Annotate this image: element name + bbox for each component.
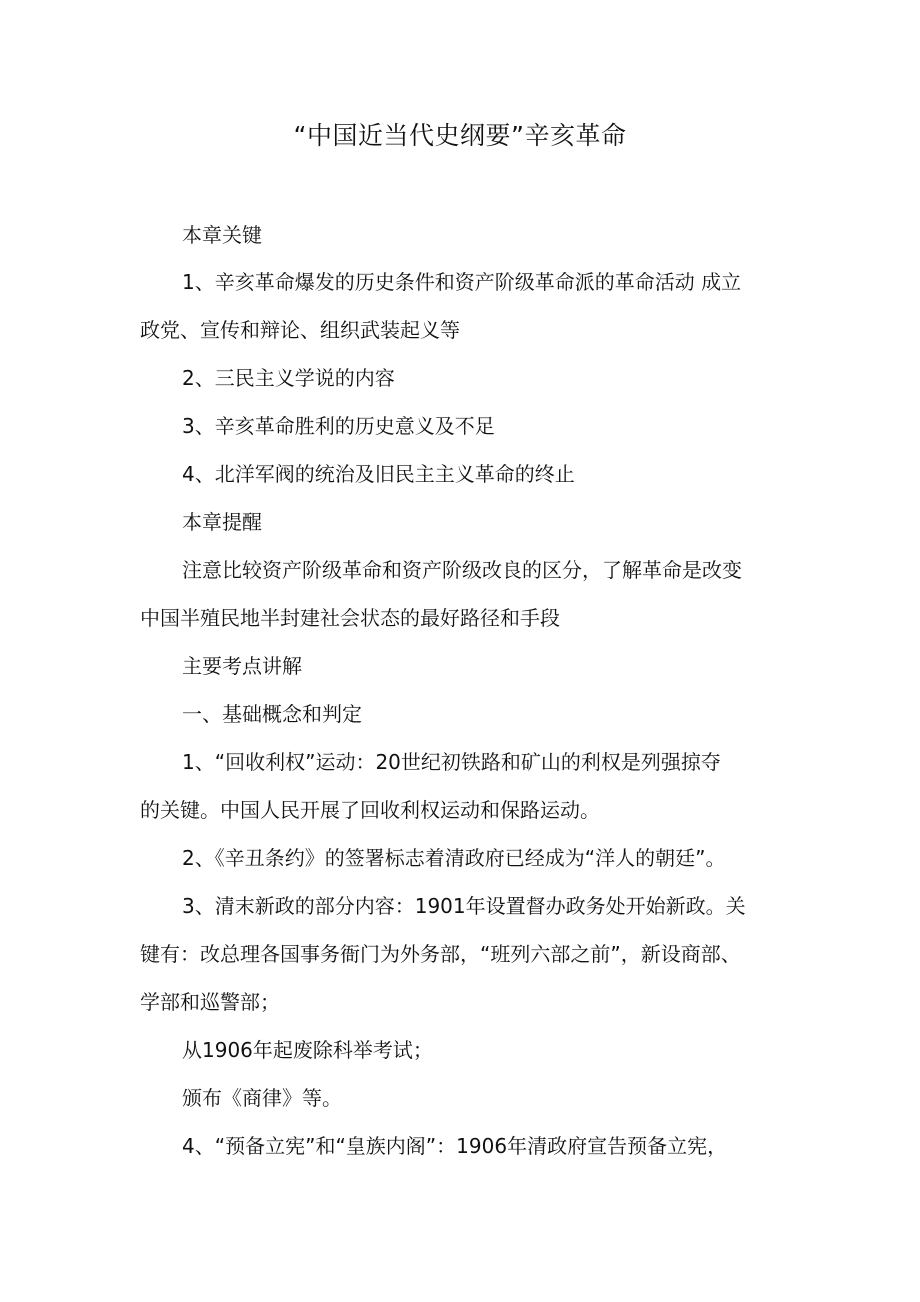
- paragraph-line: 3、辛亥革命胜利的历史意义及不足: [182, 414, 495, 438]
- subsection-heading: 一、基础概念和判定: [182, 702, 362, 726]
- section-heading-main-points: 主要考点讲解: [182, 654, 302, 678]
- paragraph-line: 4、北洋军阀的统治及旧民主主义革命的终止: [182, 462, 575, 486]
- paragraph-line: 键有：改总理各国事务衙门为外务部，“班列六部之前”，新设商部、: [140, 942, 741, 966]
- paragraph-line: 颁布《商律》等。: [182, 1086, 342, 1110]
- paragraph-line: 3、清末新政的部分内容：1901年设置督办政务处开始新政。关: [182, 894, 746, 918]
- paragraph-line: 从1906年起废除科举考试；: [182, 1038, 433, 1062]
- paragraph-line: 2、《辛丑条约》的签署标志着清政府已经成为“洋人的朝廷”。: [182, 846, 726, 870]
- paragraph-line: 的关键。中国人民开展了回收利权运动和保路运动。: [140, 798, 600, 822]
- section-heading-reminder: 本章提醒: [182, 510, 262, 534]
- paragraph-line: 中国半殖民地半封建社会状态的最好路径和手段: [140, 606, 560, 630]
- paragraph-line: 学部和巡警部；: [140, 990, 280, 1014]
- paragraph-line: 1、辛亥革命爆发的历史条件和资产阶级革命派的革命活动 成立: [182, 270, 742, 294]
- paragraph-line: 注意比较资产阶级革命和资产阶级改良的区分，了解革命是改变: [182, 558, 742, 582]
- paragraph-line: 政党、宣传和辩论、组织武装起义等: [140, 318, 460, 342]
- document-title: “中国近当代史纲要”辛亥革命: [293, 121, 627, 150]
- paragraph-line: 4、“预备立宪”和“皇族内阁”：1906年清政府宣告预备立宪，: [182, 1134, 728, 1158]
- section-heading-key-points: 本章关键: [182, 223, 262, 247]
- paragraph-line: 2、三民主义学说的内容: [182, 366, 395, 390]
- paragraph-line: 1、“回收利权”运动：20世纪初铁路和矿山的利权是列强掠夺: [182, 750, 721, 774]
